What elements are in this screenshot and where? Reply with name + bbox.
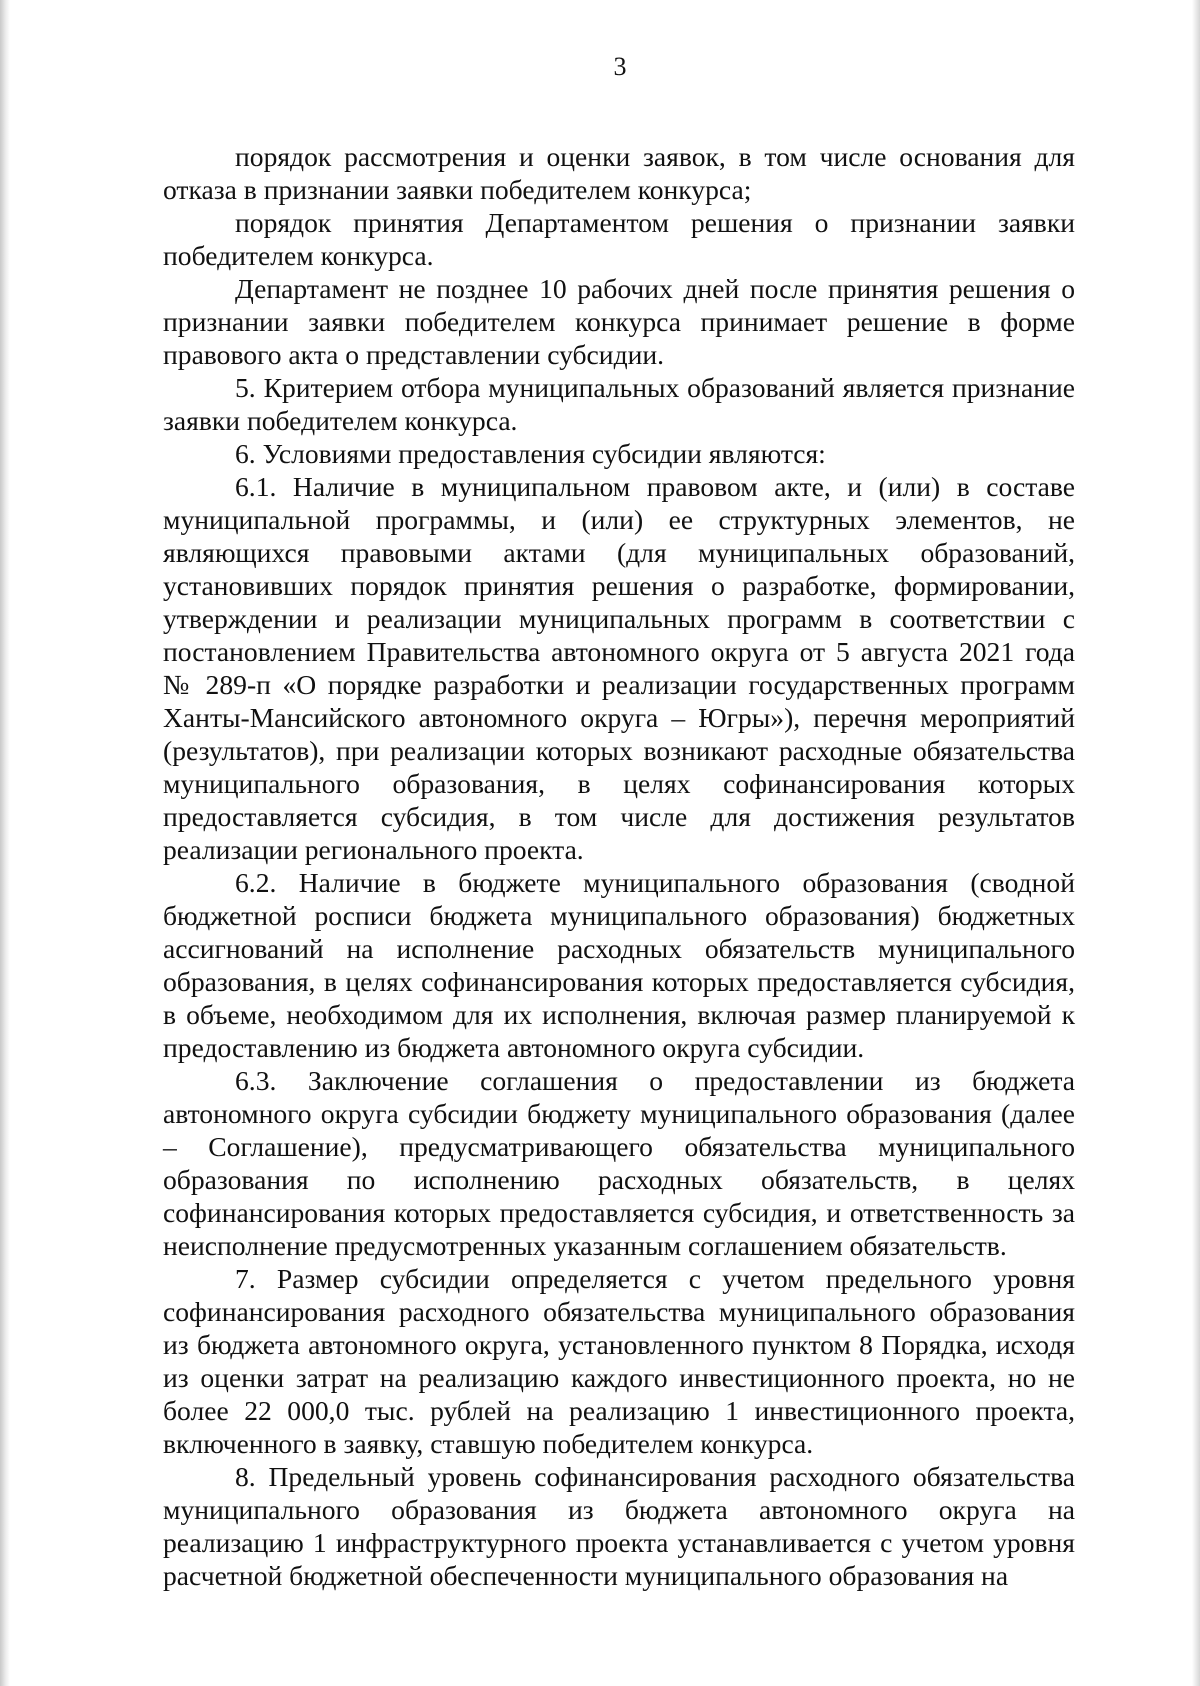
- paragraph-item-6: 6. Условиями предоставления субсидии являются:: [235, 438, 826, 469]
- paragraph-item-6-3: 6.3. Заключение соглашения о предоставлении из бюджета автономного округа субсидии бюджету муниципального образования (далее – Соглашение), предусматривающего обязательства муниципального образования по исполнению расходных обязательств, в целях софинансирования которых предоставляется субсидия, и ответственность за неисполнение предусмотренных указанным соглашением обязательств.: [163, 1065, 1075, 1261]
- scan-edge-right: [1192, 0, 1200, 1686]
- paragraph-item-7: 7. Размер субсидии определяется с учетом предельного уровня софинансирования расходного обязательства муниципального образования из бюджета автономного округа, установленного пунктом 8 Порядка, исходя из оценки затрат на реализацию каждого инвестиционного проекта, но не более 22 000,0 тыс. рублей на реализацию 1 инвестиционного проекта, включенного в заявку, ставшую победителем конкурса.: [163, 1263, 1075, 1459]
- paragraph-item-6-2: 6.2. Наличие в бюджете муниципального образования (сводной бюджетной росписи бюджета муниципального образования) бюджетных ассигнований на исполнение расходных обязательств муниципального образования, в целях софинансирования которых предоставляется субсидия, в объеме, необходимом для их исполнения, включая размер планируемой к предоставлению из бюджета автономного округа субсидии.: [163, 867, 1075, 1063]
- page-number: 3: [613, 52, 627, 81]
- paragraph-item-8: 8. Предельный уровень софинансирования расходного обязательства муниципального образования из бюджета автономного округа на реализацию 1 инфраструктурного проекта устанавливается с учетом уровня расчетной бюджетной обеспеченности муниципального образования на: [163, 1461, 1075, 1591]
- paragraph-item-6-1: 6.1. Наличие в муниципальном правовом акте, и (или) в составе муниципальной программы, и (или) ее структурных элементов, не являющихся правовыми актами (для муниципальных образований, установивших порядок принятия решения о разработке, формировании, утверждении и реализации муниципальных программ в соответствии с постановлением Правительства автономного округа от 5 августа 2021 года № 289-п «О порядке разработки и реализации государственных программ Ханты-Мансийского автономного округа – Югры»), перечня мероприятий (результатов), при реализации которых возникают расходные обязательства муниципального образования, в целях софинансирования которых предоставляется субсидия, в том числе для достижения результатов реализации регионального проекта.: [163, 471, 1075, 865]
- scan-edge-left: [0, 0, 10, 1686]
- paragraph-decision-procedure: порядок принятия Департаментом решения о признании заявки победителем конкурса.: [163, 207, 1075, 271]
- paragraph-department-deadline: Департамент не позднее 10 рабочих дней после принятия решения о признании заявки победителем конкурса принимает решение в форме правового акта о представлении субсидии.: [163, 273, 1075, 370]
- paragraph-review-procedure: порядок рассмотрения и оценки заявок, в том числе основания для отказа в признании заявки победителем конкурса;: [163, 141, 1075, 205]
- paragraph-item-5: 5. Критерием отбора муниципальных образований является признание заявки победителем конкурса.: [163, 372, 1075, 436]
- document-body: [163, 140, 1075, 1592]
